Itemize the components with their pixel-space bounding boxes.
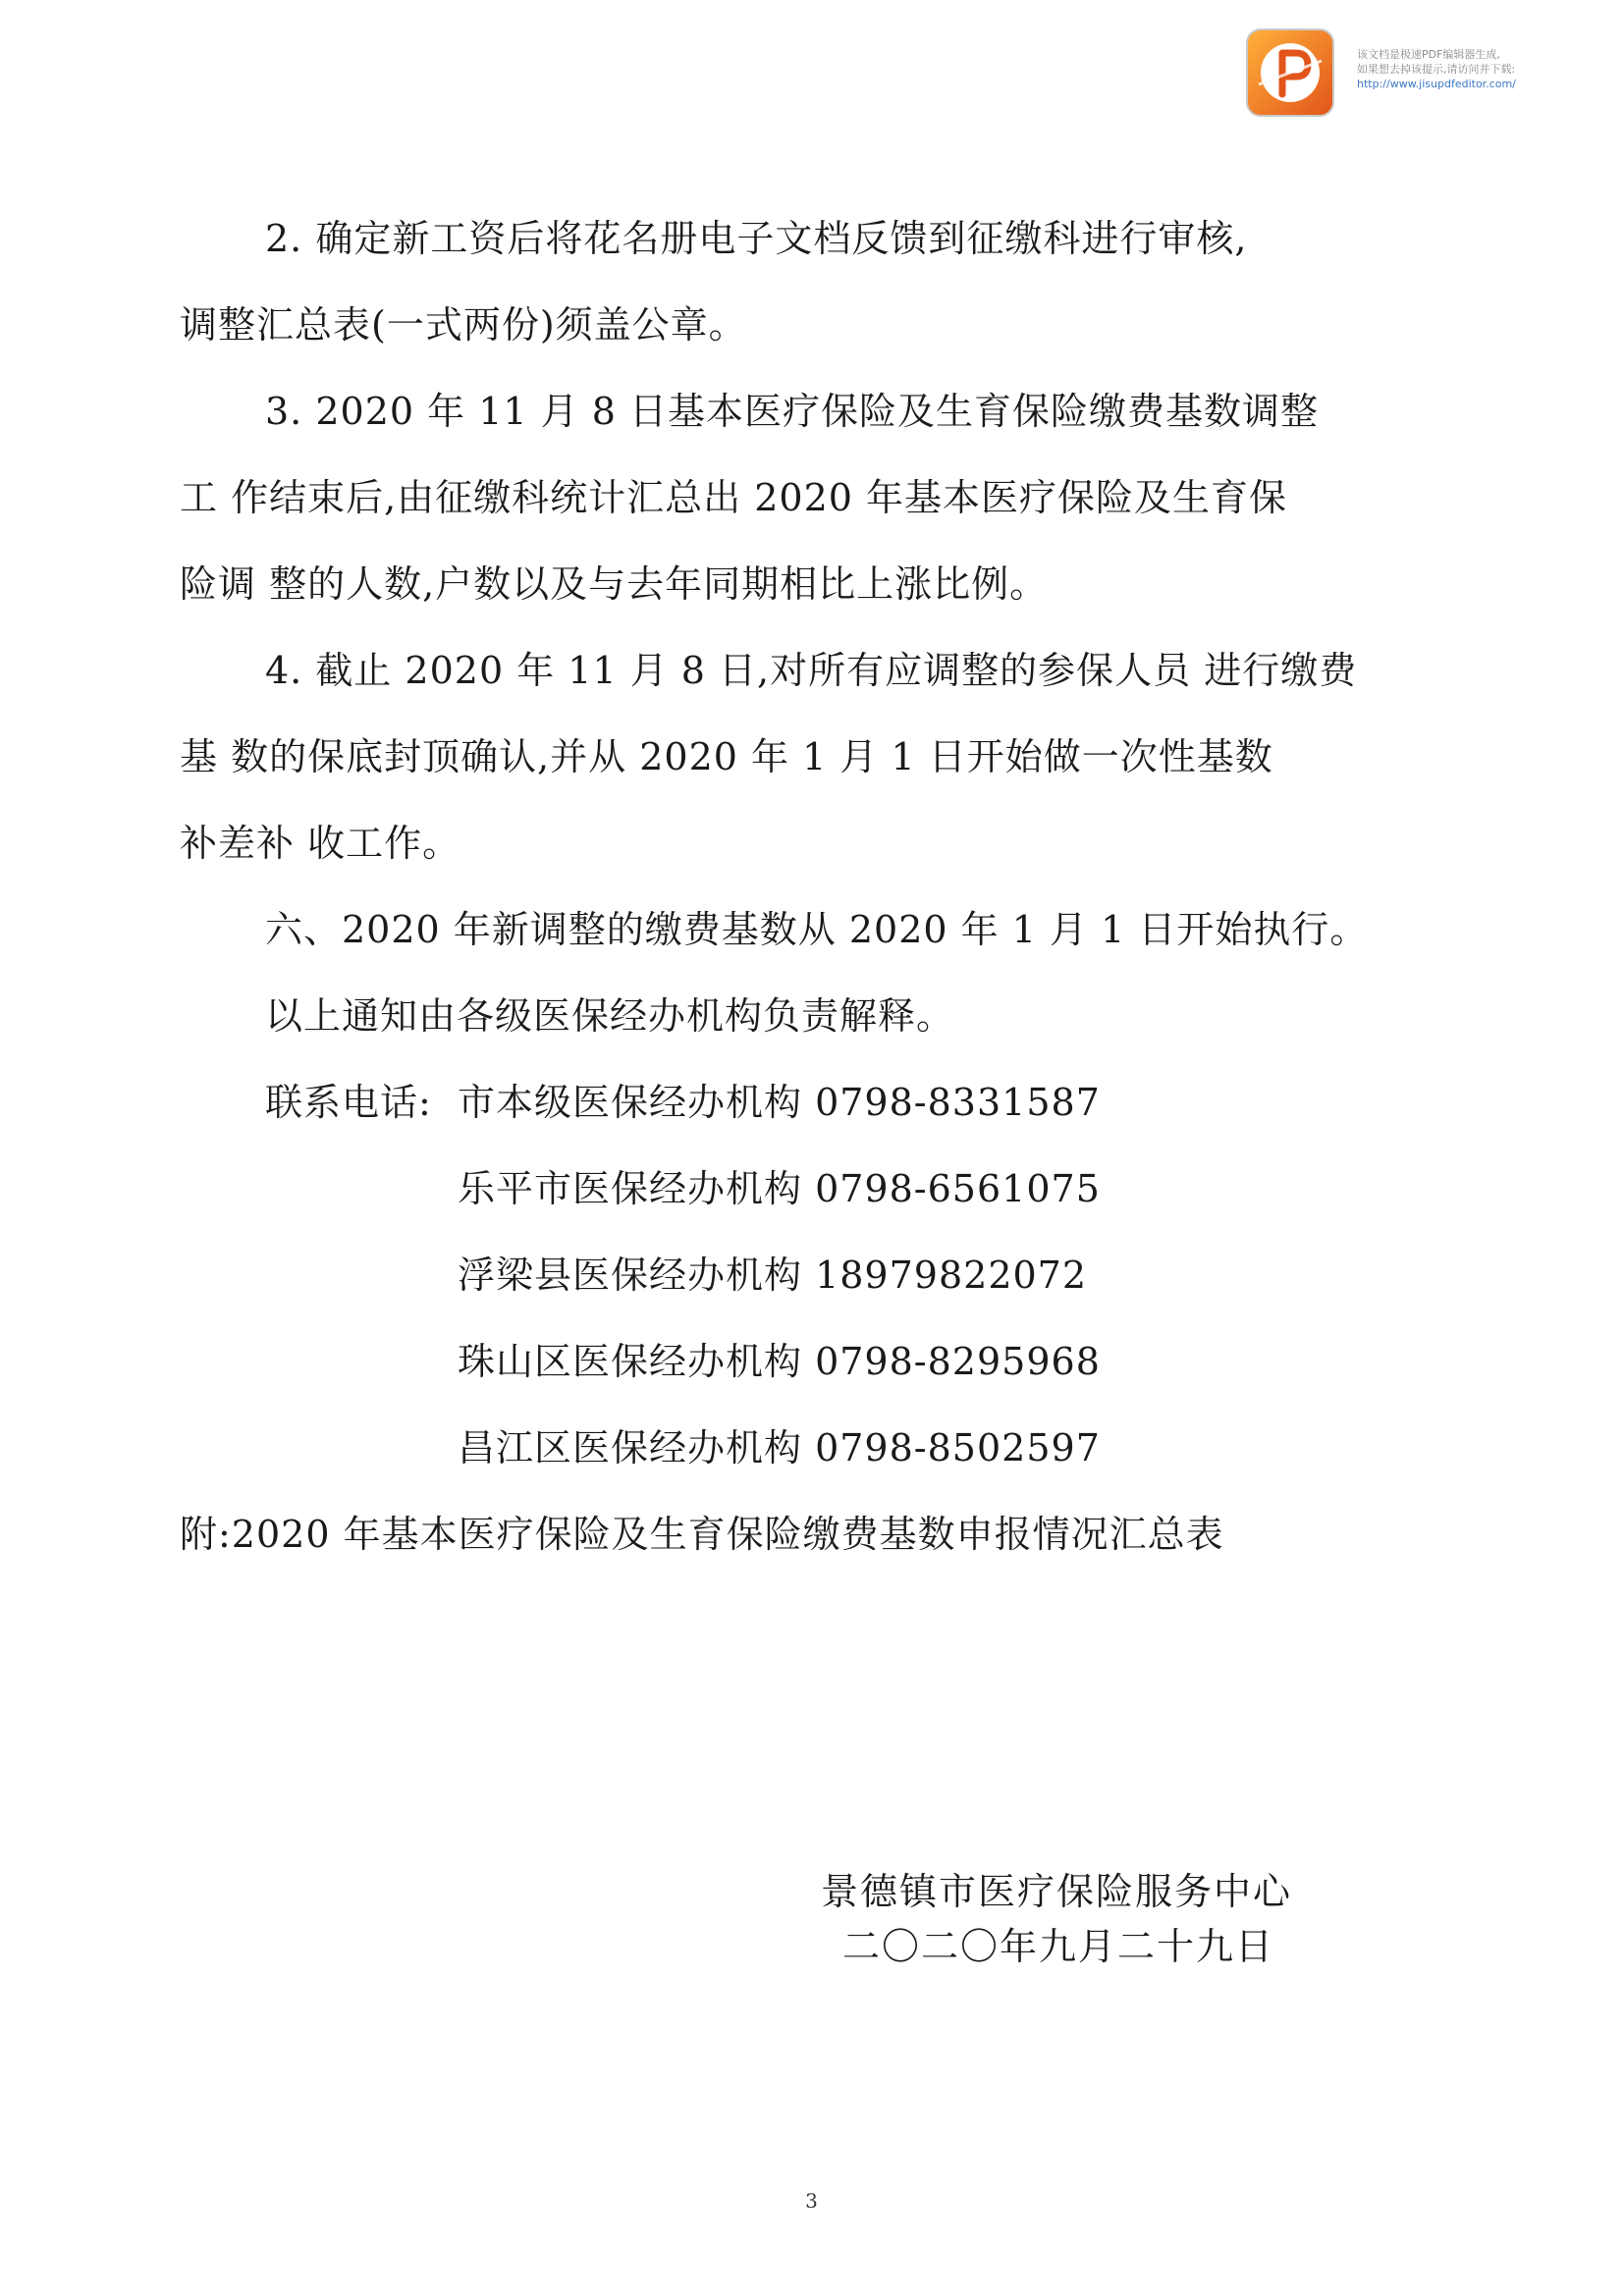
contact-item: 珠山区医保经办机构 0798-8295968 bbox=[458, 1340, 1101, 1383]
explanation-note: 以上通知由各级医保经办机构负责解释。 bbox=[265, 994, 955, 1038]
paragraph-4-line-3: 补差补 收工作。 bbox=[180, 822, 461, 865]
watermark-line-2: 如果想去掉该提示,请访问并下载: bbox=[1357, 63, 1516, 76]
issue-date: 二〇二〇年九月二十九日 bbox=[842, 1925, 1275, 1968]
paragraph-3-line-3: 险调 整的人数,户数以及与去年同期相比上涨比例。 bbox=[180, 562, 1049, 606]
paragraph-4-line-2: 基 数的保底封顶确认,并从 2020 年 1 月 1 日开始做一次性基数 bbox=[180, 735, 1273, 778]
watermark-text bbox=[1357, 47, 1614, 91]
paragraph-4-line-1: 4. 截止 2020 年 11 月 8 日,对所有应调整的参保人员 进行缴费 bbox=[265, 649, 1358, 692]
attachment-line: 附:2020 年基本医疗保险及生育保险缴费基数申报情况汇总表 bbox=[180, 1513, 1224, 1556]
contact-label: 联系电话: bbox=[265, 1081, 432, 1124]
contact-item: 市本级医保经办机构 0798-8331587 bbox=[458, 1081, 1101, 1124]
watermark-line-1: 该文档是极速PDF编辑器生成, bbox=[1357, 48, 1500, 61]
contact-item: 浮梁县医保经办机构 18979822072 bbox=[458, 1254, 1088, 1297]
pdf-editor-logo-icon bbox=[1245, 27, 1335, 118]
pdf-editor-watermark bbox=[1245, 27, 1618, 118]
paragraph-2-line-2: 调整汇总表(一式两份)须盖公章。 bbox=[180, 303, 747, 347]
page-number: 3 bbox=[805, 2189, 818, 2213]
section-6-paragraph: 六、2020 年新调整的缴费基数从 2020 年 1 月 1 日开始执行。 bbox=[265, 908, 1369, 951]
issuing-organization: 景德镇市医疗保险服务中心 bbox=[821, 1870, 1293, 1913]
contact-item: 乐平市医保经办机构 0798-6561075 bbox=[458, 1167, 1101, 1210]
paragraph-3-line-1: 3. 2020 年 11 月 8 日基本医疗保险及生育保险缴费基数调整 bbox=[265, 390, 1319, 433]
contact-item: 昌江区医保经办机构 0798-8502597 bbox=[458, 1426, 1101, 1469]
paragraph-2-line-1: 2. 确定新工资后将花名册电子文档反馈到征缴科进行审核, bbox=[265, 217, 1248, 260]
paragraph-3-line-2: 工 作结束后,由征缴科统计汇总出 2020 年基本医疗保险及生育保 bbox=[180, 476, 1288, 519]
watermark-link[interactable]: http://www.jisupdfeditor.com/ bbox=[1357, 78, 1516, 90]
